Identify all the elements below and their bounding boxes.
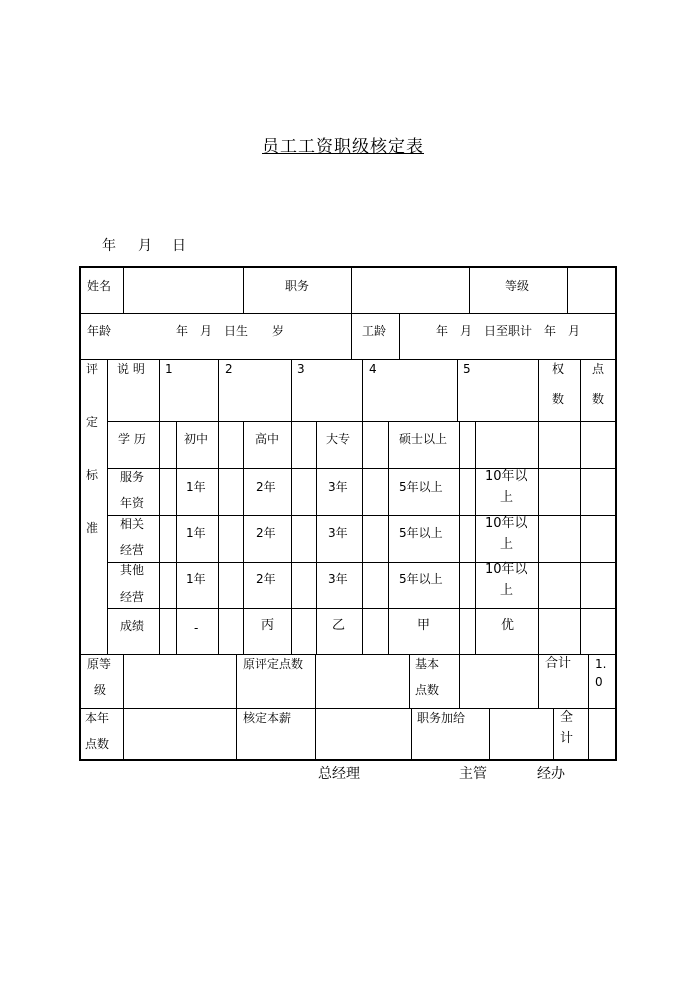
related-value: 5年以上 [399,526,443,540]
rule [123,266,124,313]
rule [218,359,219,421]
criteria-side-label: 定 [86,415,99,429]
rule [553,708,554,761]
label-base-salary: 核定本薪 [243,711,292,725]
level-1: 1 [165,362,173,376]
rule [176,421,177,654]
rule [399,313,400,359]
rule [79,708,617,709]
label-service: 年资 [120,496,145,510]
edu-value: 初中 [184,432,209,446]
level-5: 5 [463,362,471,376]
service-value: 上 [500,490,514,505]
label-age: 年龄 [87,324,112,338]
date-year: 年 [102,238,116,254]
label-service: 服务 [120,470,145,484]
rule [469,266,470,313]
label-sum: 计 [560,731,574,746]
rule [236,654,237,708]
label-related: 经营 [120,543,145,557]
perf-value: 甲 [417,618,431,633]
rule [107,359,108,654]
related-value: 10年以 [485,516,528,531]
rule [538,359,539,654]
label-other: 经营 [120,590,145,604]
label-allowance: 职务加给 [417,711,466,725]
total-value: 0 [595,675,603,689]
label-related: 相关 [120,517,145,531]
rule [411,708,412,761]
rule [489,708,490,761]
rule [79,654,617,655]
rule [123,654,124,708]
edu-value: 高中 [255,432,280,446]
level-3: 3 [297,362,305,376]
perf-value: - [194,621,199,635]
label-education: 学 历 [118,432,146,446]
rule [362,359,363,421]
rule [388,421,389,654]
edu-value: 硕士以上 [399,432,448,446]
rule [567,266,568,313]
sign-handler: 经办 [537,766,565,782]
sign-general-manager: 总经理 [318,766,360,782]
rule [409,654,410,708]
related-value: 3年 [328,526,348,540]
rule [243,421,244,654]
rule [457,359,458,421]
label-orig-points: 原评定点数 [243,657,304,671]
rule [315,654,316,708]
rule [459,421,460,654]
criteria-side-label: 标 [86,468,99,482]
date-month: 月 [138,238,152,254]
label-base-points: 点数 [415,683,440,697]
other-value: 3年 [328,572,348,586]
rule [159,359,160,654]
rule [315,708,316,761]
label-grade: 等级 [505,279,530,293]
rule [538,654,539,708]
edu-value: 大专 [326,432,351,446]
other-value: 1年 [186,572,206,586]
related-value: 2年 [256,526,276,540]
other-value: 上 [500,583,514,598]
rule [475,421,476,654]
tenure-line: 年 月 日至职计 年 月 [436,324,581,338]
label-sum: 全 [560,710,574,725]
related-value: 1年 [186,526,206,540]
label-orig-grade: 级 [94,683,107,697]
label-name: 姓名 [87,279,112,293]
service-value: 3年 [328,480,348,494]
perf-value: 丙 [261,618,275,633]
rule [218,421,219,654]
label-base-points: 基本 [415,657,440,671]
rule [243,266,244,313]
rule [123,708,124,761]
other-value: 5年以上 [399,572,443,586]
rule [362,421,363,654]
criteria-side-label: 准 [86,521,99,535]
rule [351,313,352,359]
rule [588,708,589,761]
related-value: 上 [500,537,514,552]
service-value: 1年 [186,480,206,494]
level-2: 2 [225,362,233,376]
date-day: 日 [172,238,186,254]
perf-value: 优 [501,618,515,633]
level-4: 4 [369,362,377,376]
label-weight: 数 [552,392,565,406]
rule [79,313,617,314]
label-total: 合计 [545,656,572,671]
label-orig-grade: 原等 [87,657,112,671]
label-seniority: 工龄 [362,324,387,338]
label-other: 其他 [120,563,145,577]
service-value: 10年以 [485,469,528,484]
label-position: 职务 [285,279,310,293]
sign-supervisor: 主管 [459,766,487,782]
service-value: 5年以上 [399,480,443,494]
rule [316,421,317,654]
label-year-points: 本年 [85,711,110,725]
total-value: 1. [595,657,607,671]
rule [291,421,292,654]
label-points: 数 [592,392,605,406]
rule [351,266,352,313]
label-year-points: 点数 [85,737,110,751]
perf-value: 乙 [332,618,346,633]
rule [459,654,460,708]
rule [580,359,581,654]
rule [588,654,589,708]
label-performance: 成绩 [120,619,145,633]
label-weight: 权 [552,362,565,376]
criteria-side-label: 评 [86,362,99,376]
service-value: 2年 [256,480,276,494]
rule [236,708,237,761]
other-value: 2年 [256,572,276,586]
label-explain: 说 明 [117,362,145,376]
page-title: 员工工资职级核定表 [262,137,424,157]
birth-date-line: 年 月 日生 岁 [176,324,285,338]
other-value: 10年以 [485,562,528,577]
label-points: 点 [592,362,605,376]
rule [291,359,292,421]
